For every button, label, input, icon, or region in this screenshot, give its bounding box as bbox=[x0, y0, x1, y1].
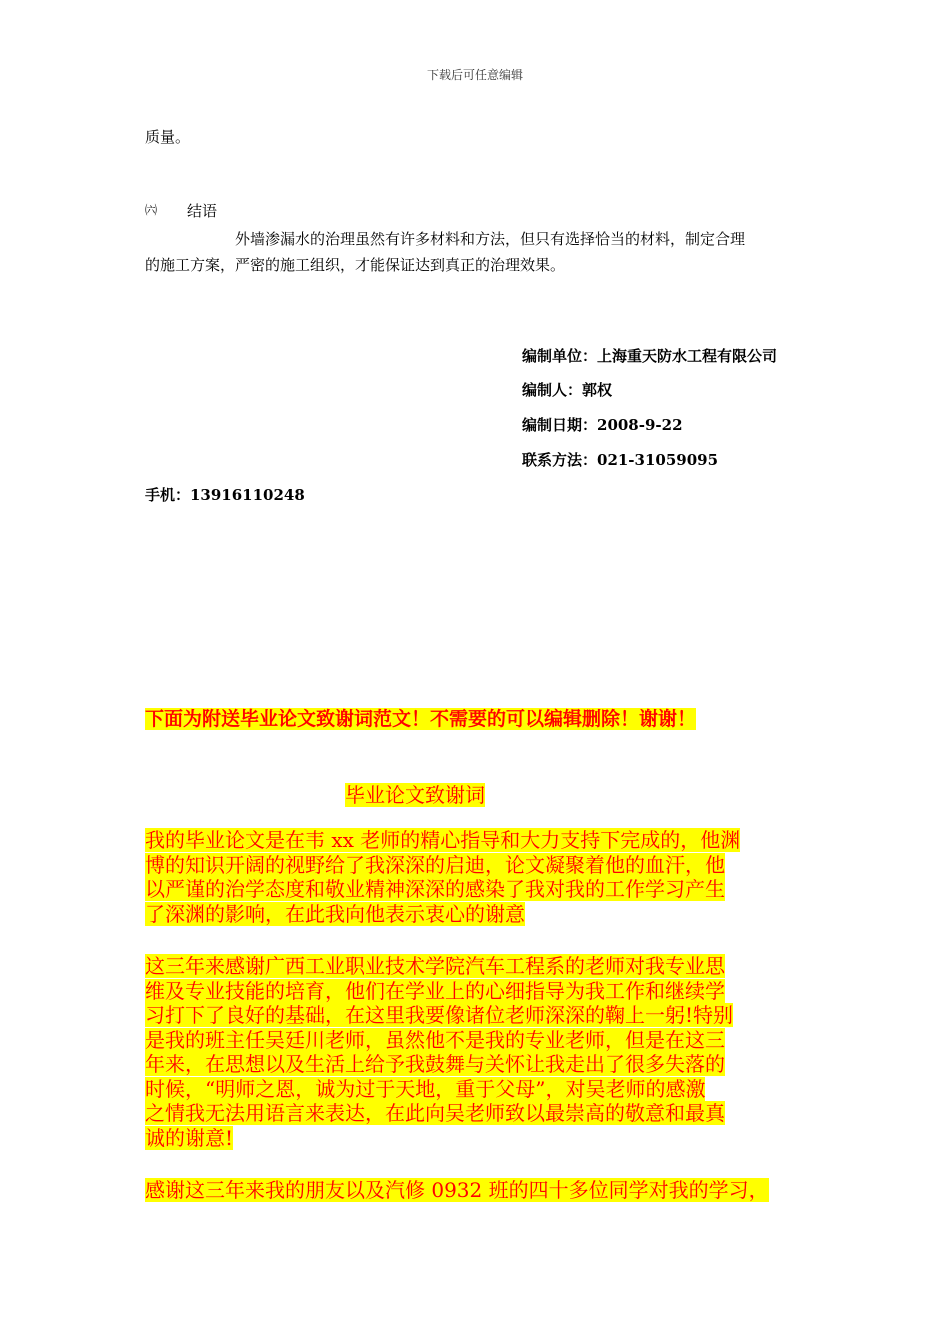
previous-paragraph-tail: 质量。 bbox=[145, 128, 191, 146]
paragraph-line: 博的知识开阔的视野给了我深深的启迪，论文凝聚着他的血汗，他 bbox=[145, 852, 725, 877]
phone-number: 手机：13916110248 bbox=[145, 486, 305, 504]
paragraph-line: 习打下了良好的基础，在这里我要像诸位老师深深的鞠上一躬!特别 bbox=[145, 1003, 734, 1027]
signature-unit: 编制单位：上海重天防水工程有限公司 bbox=[522, 347, 778, 365]
paragraph-line: 感谢这三年来我的朋友以及汽修 0932 班的四十多位同学对我的学习， bbox=[145, 1178, 769, 1202]
paragraph-line: 外墙渗漏水的治理虽然有许多材料和方法，但只有选择恰当的材料，制定合理 bbox=[235, 230, 746, 248]
paragraph-line: 诚的谢意! bbox=[145, 1125, 234, 1150]
section-number: ㈥ bbox=[145, 203, 158, 217]
paragraph-line: 之情我无法用语言来表达，在此向吴老师致以最崇高的敬意和最真 bbox=[145, 1101, 725, 1125]
section-title: 结语 bbox=[187, 202, 218, 220]
acknowledgement-paragraph-3 bbox=[145, 1178, 810, 1203]
appendix-notice bbox=[145, 704, 696, 731]
paragraph-line: 时候，“明师之恩，诚为过于天地，重于父母”，对吴老师的感激 bbox=[145, 1076, 706, 1101]
page-header: 下载后可任意编辑 bbox=[426, 68, 523, 82]
paragraph-line: 我的毕业论文是在韦 xx 老师的精心指导和大力支持下完成的，他渊 bbox=[145, 828, 741, 852]
paragraph-line: 的施工方案，严密的施工组织，才能保证达到真正的治理效果。 bbox=[145, 256, 566, 274]
notice-text: 下面为附送毕业论文致谢词范文！不需要的可以编辑删除！谢谢！ bbox=[145, 708, 697, 730]
signature-contact: 联系方法：021-31059095 bbox=[522, 451, 719, 469]
acknowledgement-paragraph-1 bbox=[145, 828, 810, 926]
paragraph-line: 这三年来感谢广西工业职业技术学院汽车工程系的老师对我专业思 bbox=[145, 954, 725, 978]
acknowledgement-title-text: 毕业论文致谢词 bbox=[345, 783, 485, 807]
paragraph-line: 年来，在思想以及生活上给予我鼓舞与关怀让我走出了很多失落的 bbox=[145, 1052, 725, 1076]
paragraph-line: 维及专业技能的培育，他们在学业上的心细指导为我工作和继续学 bbox=[145, 978, 725, 1003]
paragraph-line: 了深渊的影响，在此我向他表示衷心的谢意 bbox=[145, 901, 525, 926]
signature-date: 编制日期：2008-9-22 bbox=[522, 416, 683, 434]
acknowledgement-paragraph-2 bbox=[145, 954, 810, 1150]
conclusion-paragraph bbox=[145, 226, 810, 278]
signature-author: 编制人：郭权 bbox=[522, 381, 613, 399]
acknowledgement-title bbox=[345, 779, 485, 808]
paragraph-line: 以严谨的治学态度和敬业精神深深的感染了我对我的工作学习产生 bbox=[145, 877, 725, 901]
paragraph-line: 是我的班主任吴廷川老师，虽然他不是我的专业老师，但是在这三 bbox=[145, 1027, 725, 1052]
